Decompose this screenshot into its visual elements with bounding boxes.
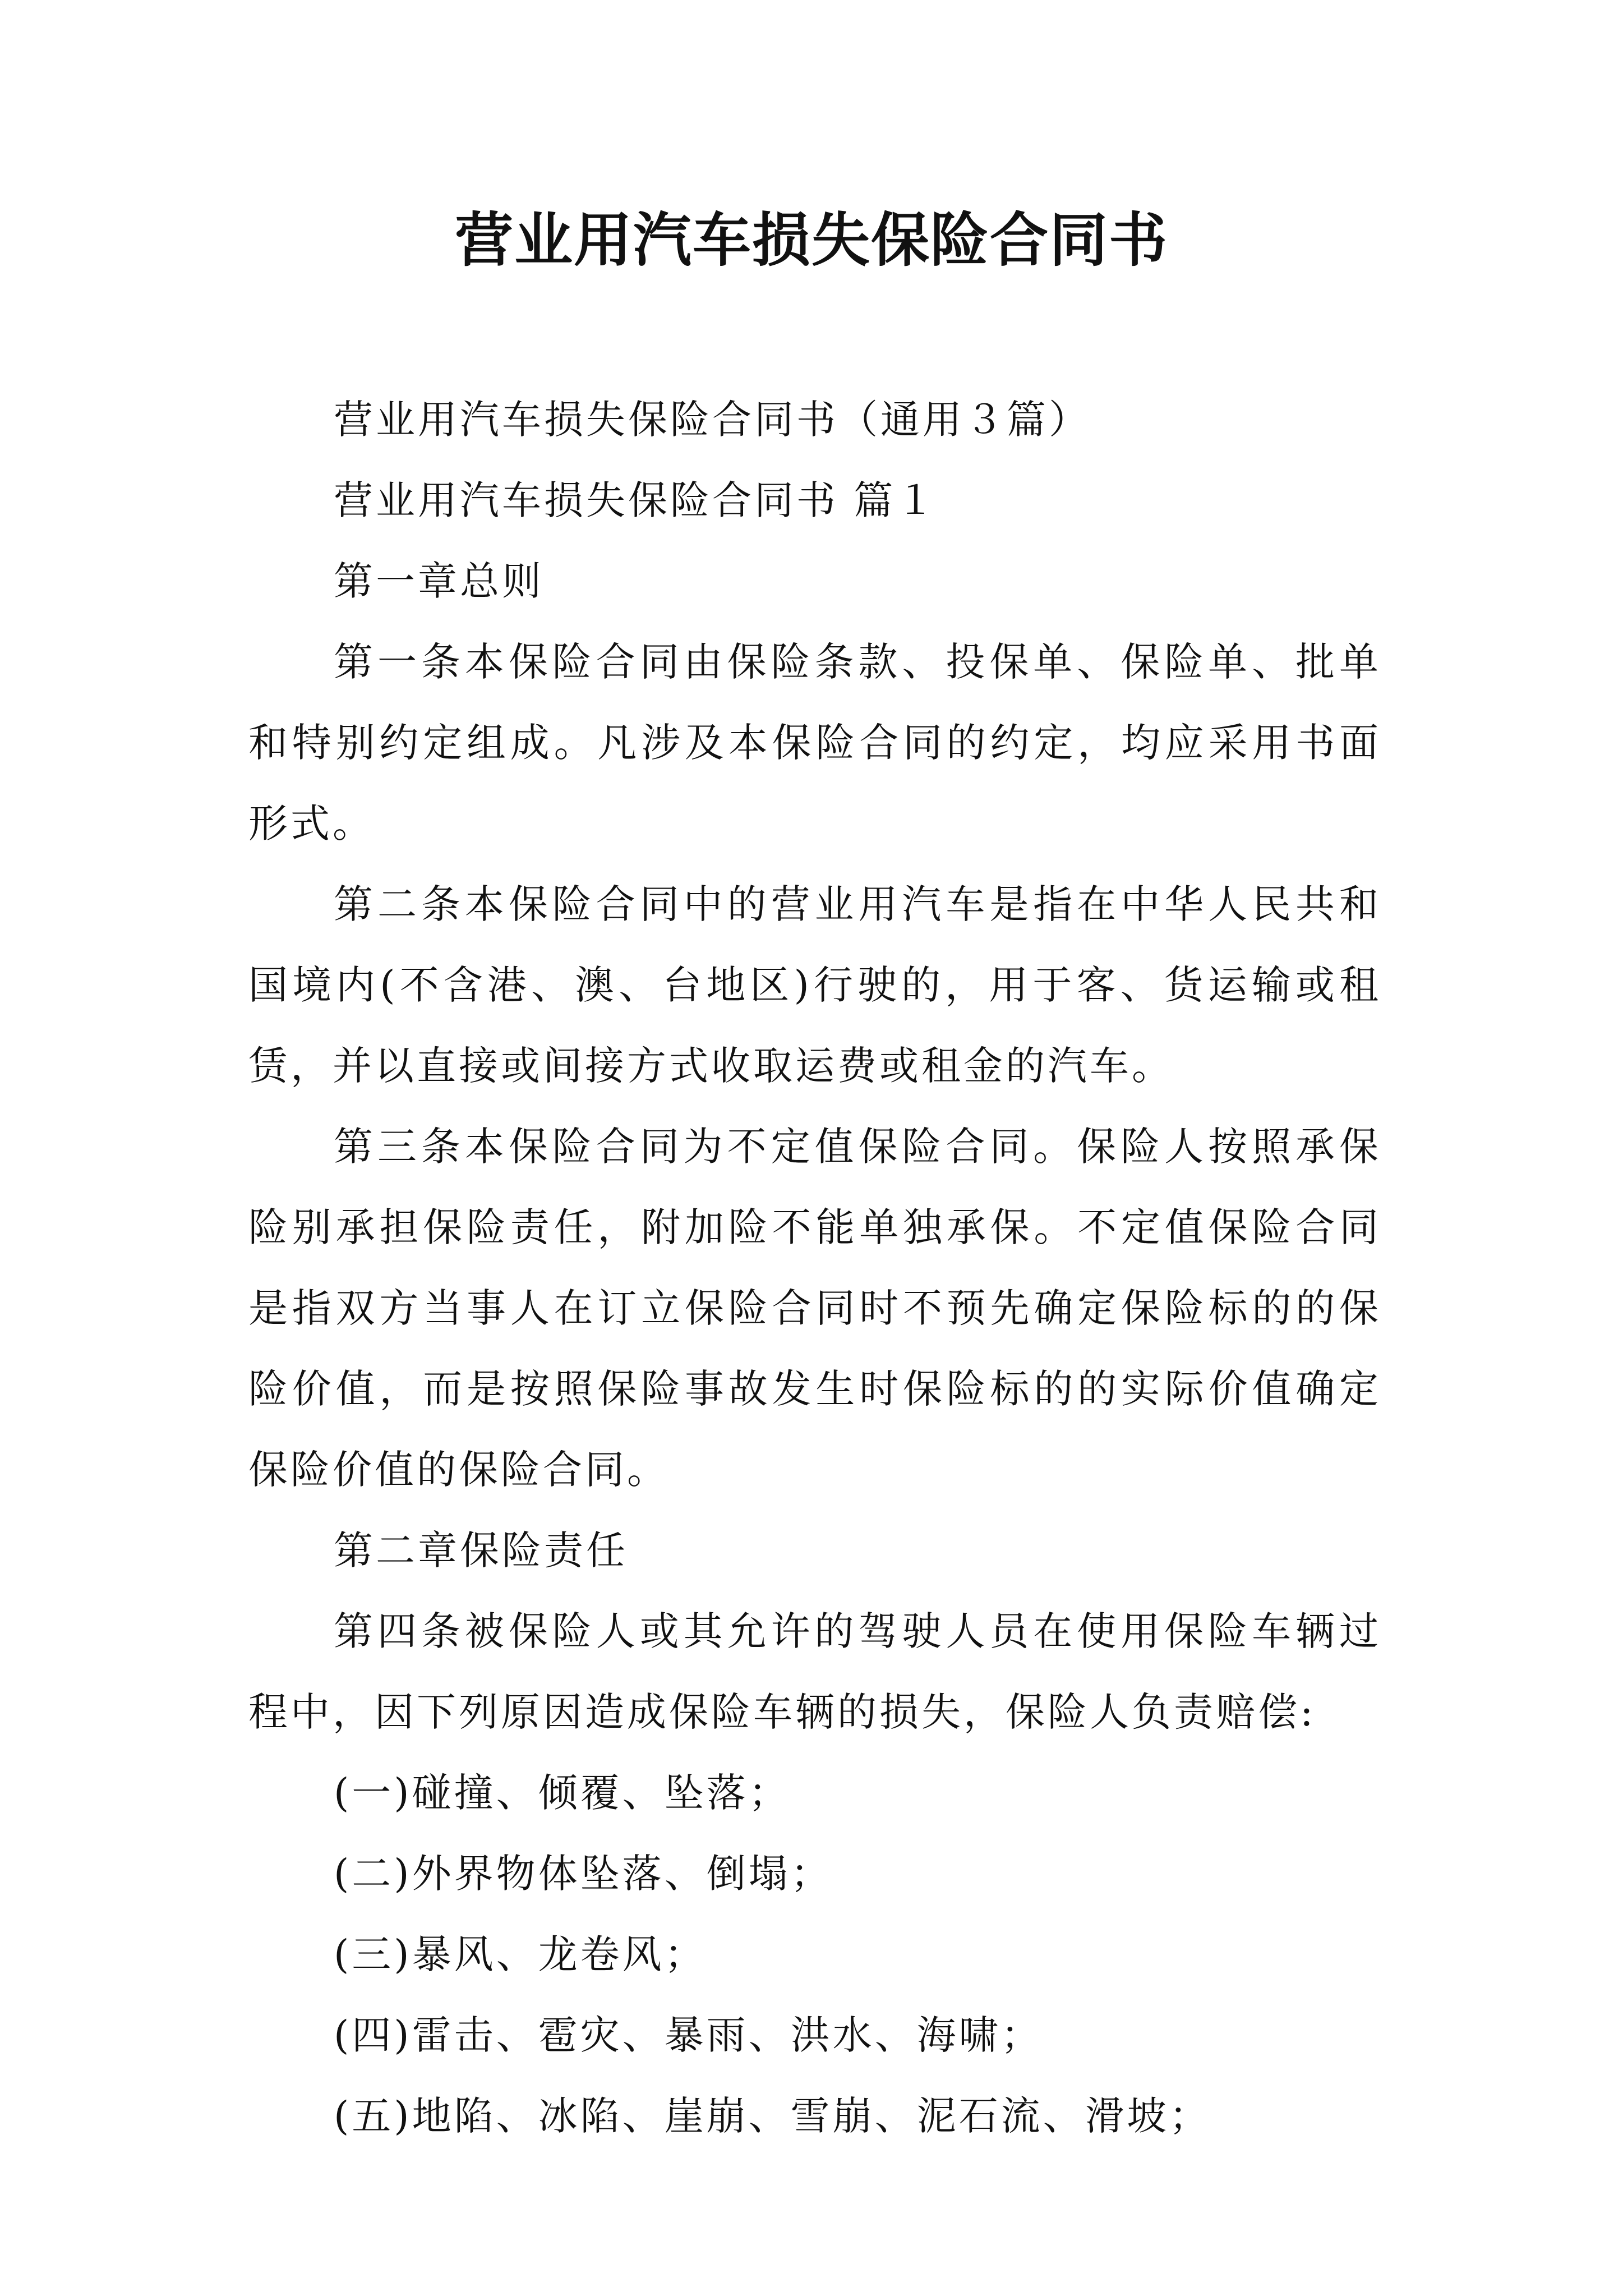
list-item-2: (二)外界物体坠落、倒塌；	[334, 1851, 833, 1897]
list-item-1: (一)碰撞、倾覆、坠落；	[334, 1770, 791, 1816]
paragraph-chapter-2-heading: 第二章保险责任	[334, 1527, 628, 1573]
document-title: 营业用汽车损失保险合同书	[454, 206, 1168, 274]
paragraph-part-heading: 营业用汽车损失保险合同书 篇１	[334, 477, 938, 523]
paragraph-article-3: 第三条本保险合同为不定值保险合同。保险人按照承保险别承担保险责任，附加险不能单独承保。不定值保险合同是指双方当事人在订立保险合同时不预先确定保险标的的保险价值，而是按照保险事故发生时保险标的的实际价值确定保险价值的保险合同。	[248, 1124, 1381, 1493]
list-item-4: (四)雷击、雹灾、暴雨、洪水、海啸；	[334, 2012, 1043, 2058]
list-item-5: (五)地陷、冰陷、崖崩、雪崩、泥石流、滑坡；	[334, 2093, 1211, 2139]
paragraph-article-2: 第二条本保险合同中的营业用汽车是指在中华人民共和国境内(不含港、澳、台地区)行驶的，用于客、货运输或租赁，并以直接或间接方式收取运费或租金的汽车。	[248, 881, 1381, 1089]
list-item-3: (三)暴风、龙卷风；	[334, 1931, 707, 1977]
paragraph-chapter-1-heading: 第一章总则	[334, 558, 544, 604]
paragraph-article-4: 第四条被保险人或其允许的驾驶人员在使用保险车辆过程中，因下列原因造成保险车辆的损失，保险人负责赔偿:	[248, 1608, 1381, 1735]
paragraph-subtitle: 营业用汽车损失保险合同书（通用３篇）	[334, 397, 1091, 443]
document-body	[248, 379, 1381, 2156]
paragraph-article-1: 第一条本保险合同由保险条款、投保单、保险单、批单和特别约定组成。凡涉及本保险合同的约定，均应采用书面形式。	[248, 639, 1381, 846]
